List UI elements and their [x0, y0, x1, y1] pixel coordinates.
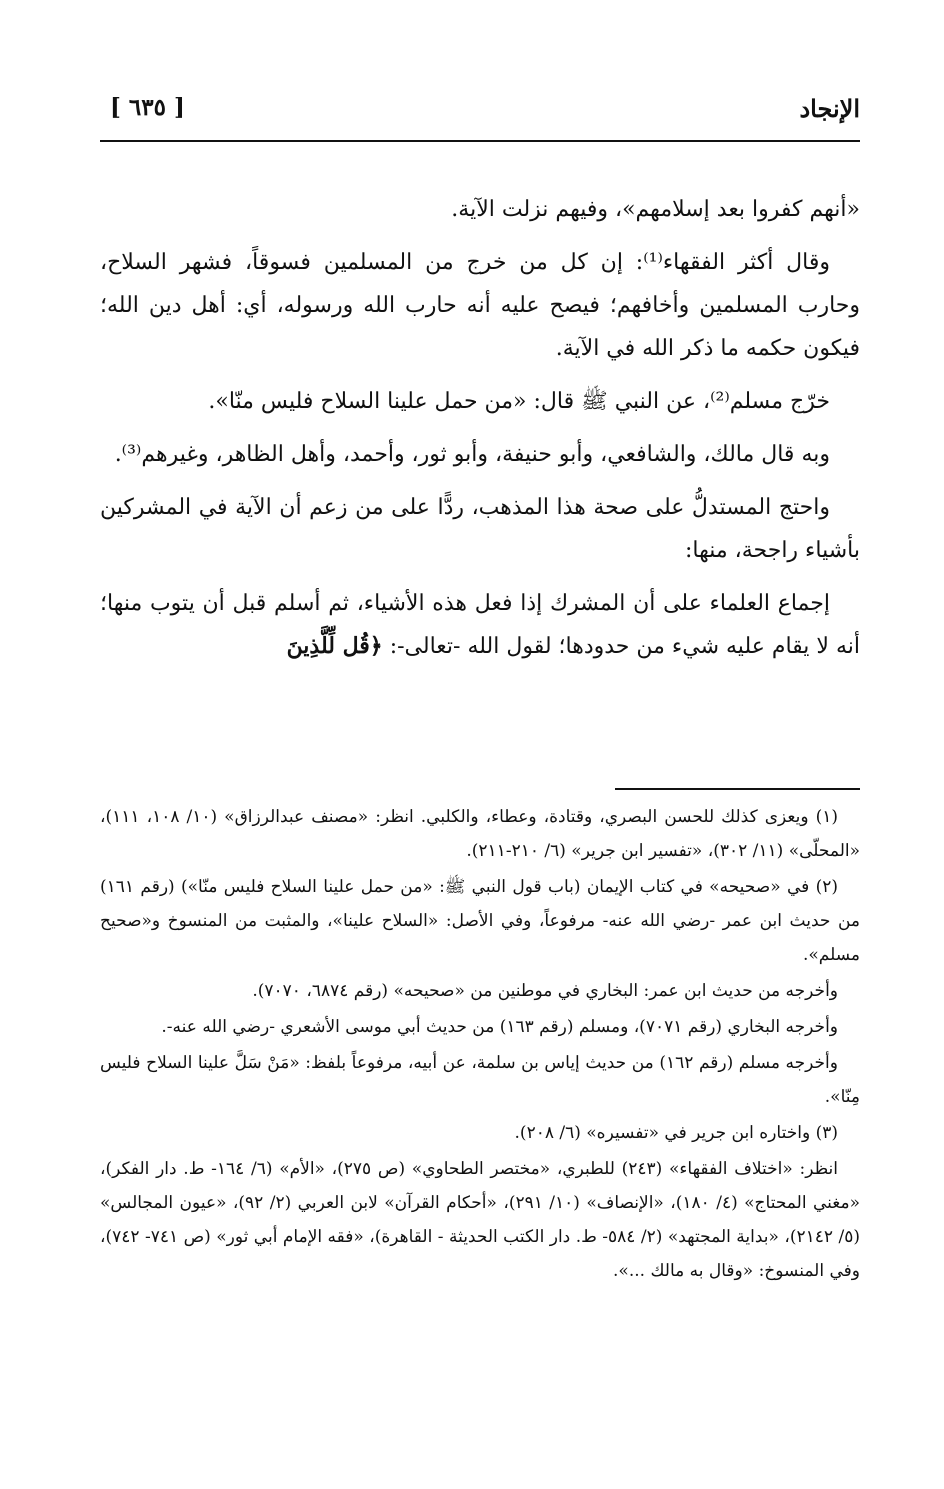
page-number: [ ٦٣٥ ]: [110, 94, 185, 121]
running-title: الإنجاد: [799, 94, 860, 123]
footnote-3: (٣) واختاره ابن جرير في «تفسيره» (٦/ ٢٠٨).: [514, 1123, 838, 1143]
footnote-2-continued-a: وأخرجه من حديث ابن عمر: البخاري في موطنين من «صحيحه» (رقم ٦٨٧٤، ٧٠٧٠).: [252, 981, 838, 1001]
footnote-3-continued: انظر: «اختلاف الفقهاء» (٢٤٣) للطبري، «مختصر الطحاوي» (ص ٢٧٥)، «الأم» (٦/ ١٦٤- ط. دار الفكر)، «مغني المحتاج» (٤/ ١٨٠)، «الإنصاف» (١٠/ ٢٩١)، «أحكام القرآن» لابن العربي (٢/ ٩٢)، «عيون المجالس» (٥/ ٢١٤٢)، «بداية المجتهد» (٢/ ٥٨٤- ط. دار الكتب الحديثة - القاهرة)، «فقه الإمام أبي ثور» (ص ٧٤١- ٧٤٢)، وفي المنسوخ: «وقال به مالك ...».: [100, 1159, 860, 1281]
paragraph-1: «أنهم كفروا بعد إسلامهم»، وفيهم نزلت الآية.: [451, 197, 860, 222]
footnote-2: (٢) في «صحيحه» في كتاب الإيمان (باب قول النبي ﷺ: «من حمل علينا السلاح فليس منّا») (رقم ١٦١) من حديث ابن عمر -رضي الله عنه- مرفوعاً، وفي الأصل: «السلاح علينا»، والمثبت من المنسوخ و«صحيح مسلم».: [100, 877, 860, 965]
paragraph-2: وقال أكثر الفقهاء⁽¹⁾: إن كل من خرج من المسلمين فسوقاً، فشهر السلاح، وحارب المسلمين وأخافهم؛ فيصح عليه أنه حارب الله ورسوله، أي: أهل دين الله؛ فيكون حكمه ما ذكر الله في الآية.: [100, 250, 860, 361]
footnote-1: (١) ويعزى كذلك للحسن البصري، وقتادة، وعطاء، والكلبي. انظر: «مصنف عبدالرزاق» (١٠/ ١٠٨، ١١١)، «المحلّى» (١١/ ٣٠٢)، «تفسير ابن جرير» (٦/ ٢١٠-٢١١).: [100, 807, 860, 861]
page-header: [100, 92, 860, 132]
footnote-2-continued-b: وأخرجه البخاري (رقم ٧٠٧١)، ومسلم (رقم ١٦٣) من حديث أبي موسى الأشعري -رضي الله عنه-.: [161, 1017, 838, 1037]
main-text: [100, 188, 860, 678]
footnotes: [100, 800, 860, 1290]
paragraph-4: وبه قال مالك، والشافعي، وأبو حنيفة، وأبو ثور، وأحمد، وأهل الظاهر، وغيرهم⁽³⁾.: [114, 442, 830, 467]
footnote-2-continued-c: وأخرجه مسلم (رقم ١٦٢) من حديث إياس بن سلمة، عن أبيه، مرفوعاً بلفظ: «مَنْ سَلَّ علينا السلاح فليس مِنّا».: [100, 1053, 860, 1107]
footnote-separator: [615, 788, 860, 790]
header-rule: [100, 140, 860, 142]
quran-fragment: ﴿قُل لِّلَّذِينَ: [286, 633, 383, 659]
paragraph-6-text: إجماع العلماء على أن المشرك إذا فعل هذه الأشياء، ثم أسلم قبل أن يتوب منها؛ أنه لا يقام عليه شيء من حدودها؛ لقول الله -تعالى-:: [100, 591, 860, 659]
book-page: [100, 92, 860, 1281]
paragraph-3: خرّج مسلم⁽²⁾، عن النبي ﷺ قال: «من حمل علينا السلاح فليس منّا».: [208, 389, 830, 414]
paragraph-6: [100, 582, 860, 668]
paragraph-5: واحتج المستدلُّ على صحة هذا المذهب، ردًّا على من زعم أن الآية في المشركين بأشياء راجحة، منها:: [100, 495, 860, 563]
